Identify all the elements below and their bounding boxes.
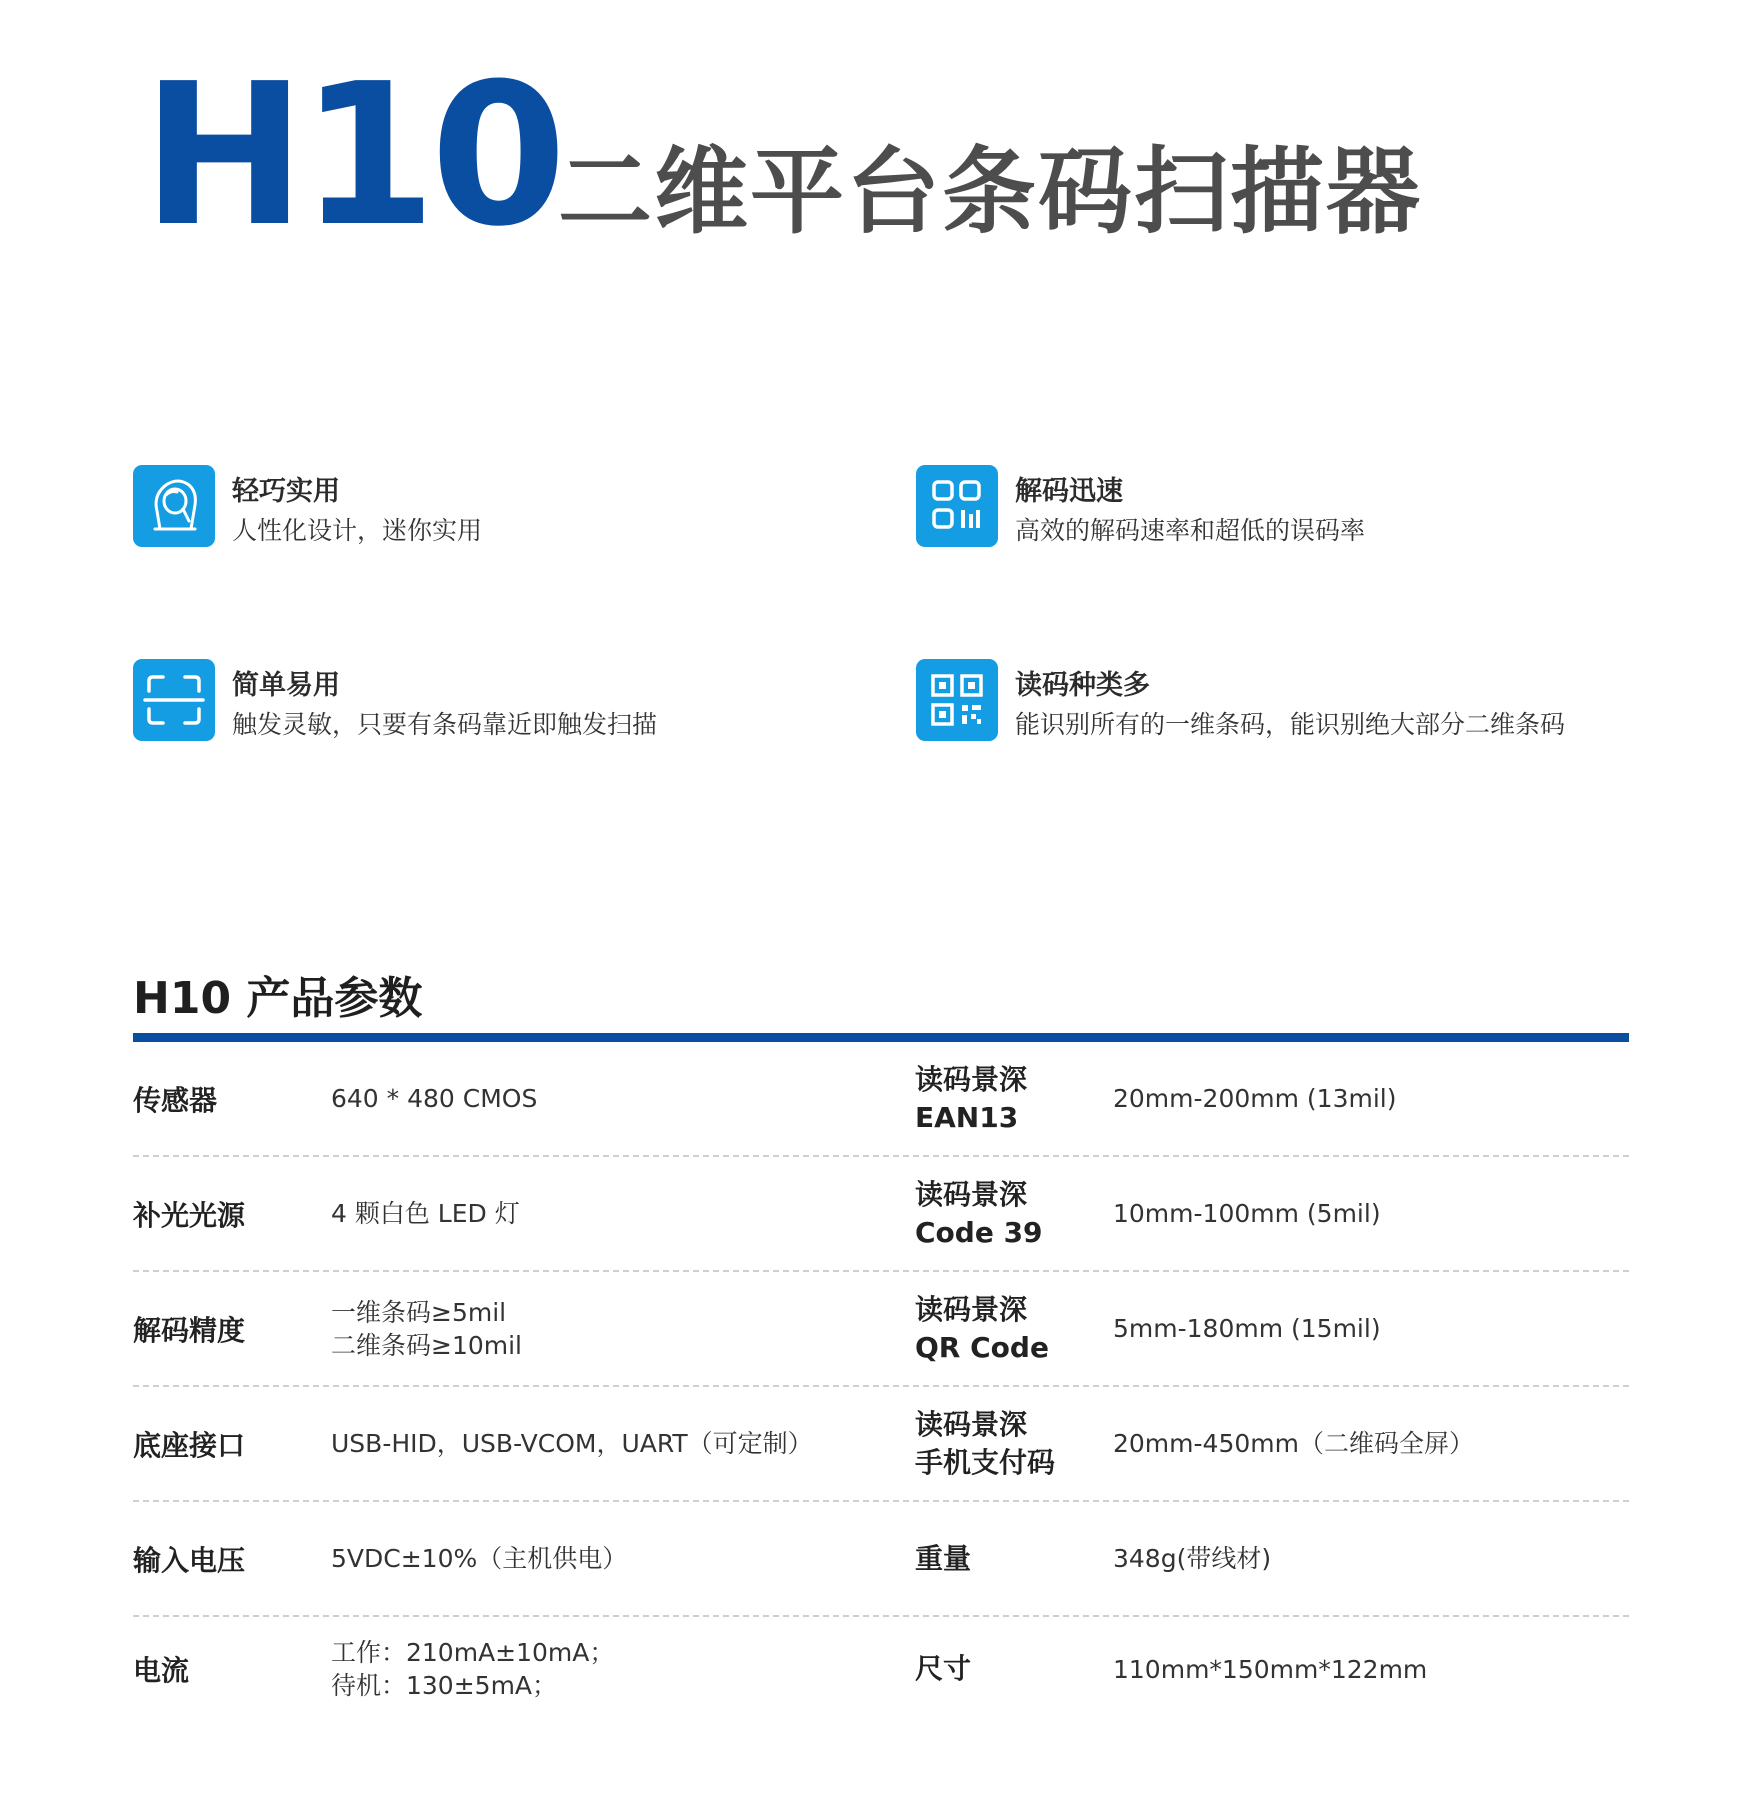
spec-value-line: 10mm-100mm (5mil) xyxy=(1113,1199,1381,1228)
code-decode-icon xyxy=(916,465,998,547)
feature-fast-decode xyxy=(916,465,1696,555)
spec-label-line: EAN13 xyxy=(915,1100,1019,1134)
spec-value-line: 5VDC±10%（主机供电） xyxy=(331,1544,628,1573)
product-name-title: 二维平台条码扫描器 xyxy=(558,138,1423,247)
feature-desc: 高效的解码速率和超低的误码率 xyxy=(1015,516,1366,545)
spec-value xyxy=(1113,1617,1629,1721)
spec-value-line: 待机：130±5mA； xyxy=(331,1671,558,1700)
spec-value xyxy=(331,1157,891,1270)
spec-value xyxy=(1113,1157,1629,1270)
spec-value-line: 二维条码≥10mil xyxy=(331,1330,523,1360)
spec-value xyxy=(1113,1502,1629,1615)
spec-label xyxy=(133,1272,323,1385)
spec-label xyxy=(133,1502,323,1615)
spec-row xyxy=(133,1387,1629,1502)
feature-easy-use xyxy=(133,659,913,749)
feature-multi-code xyxy=(916,659,1696,749)
spec-label xyxy=(915,1387,1105,1500)
spec-value xyxy=(331,1387,891,1500)
spec-heading: H10 产品参数 xyxy=(133,973,423,1024)
feature-title: 简单易用 xyxy=(232,670,340,701)
spec-divider xyxy=(133,1033,1629,1042)
spec-label-line: 读码景深 xyxy=(915,1407,1028,1441)
spec-value-line: 110mm*150mm*122mm xyxy=(1113,1654,1428,1684)
spec-table xyxy=(133,1042,1629,1721)
spec-row xyxy=(133,1157,1629,1272)
spec-label-text: 传感器 xyxy=(133,1083,218,1117)
spec-value xyxy=(1113,1272,1629,1385)
spec-value-line: 640 * 480 CMOS xyxy=(331,1084,538,1113)
spec-value-line: 20mm-450mm（二维码全屏） xyxy=(1113,1429,1474,1458)
spec-value xyxy=(1113,1387,1629,1500)
feature-desc: 能识别所有的一维条码，能识别绝大部分二维条码 xyxy=(1015,710,1566,739)
spec-label-text: 输入电压 xyxy=(133,1543,246,1577)
spec-value-line: 20mm-200mm (13mil) xyxy=(1113,1084,1397,1113)
spec-label xyxy=(133,1617,323,1721)
scan-frame-icon xyxy=(133,659,215,741)
spec-label xyxy=(133,1157,323,1270)
spec-label-line: 读码景深 xyxy=(915,1062,1028,1096)
spec-label-text: 补光光源 xyxy=(133,1198,246,1232)
feature-lightweight xyxy=(133,465,913,555)
spec-value-line: 工作：210mA±10mA； xyxy=(331,1638,615,1667)
spec-label-line: Code 39 xyxy=(915,1215,1043,1249)
spec-label xyxy=(915,1272,1105,1385)
spec-label-line: 尺寸 xyxy=(915,1652,972,1685)
feature-desc: 人性化设计，迷你实用 xyxy=(232,516,483,545)
feature-title: 轻巧实用 xyxy=(232,476,340,507)
spec-value xyxy=(1113,1042,1629,1155)
model-title: H10 xyxy=(142,42,561,270)
spec-value-line: 5mm-180mm (15mil) xyxy=(1113,1314,1381,1343)
feature-title: 读码种类多 xyxy=(1015,670,1150,701)
spec-label xyxy=(915,1157,1105,1270)
spec-label xyxy=(915,1617,1105,1721)
spec-row xyxy=(133,1042,1629,1157)
spec-value-line: 348g(带线材) xyxy=(1113,1544,1272,1573)
spec-label-text: 解码精度 xyxy=(133,1313,246,1347)
feature-title: 解码迅速 xyxy=(1015,476,1123,507)
spec-value-line: 一维条码≥5mil xyxy=(331,1297,507,1327)
spec-value-line: 4 颗白色 LED 灯 xyxy=(331,1199,520,1228)
spec-label-line: 手机支付码 xyxy=(915,1445,1056,1479)
spec-label-text: 电流 xyxy=(133,1654,190,1687)
spec-value xyxy=(331,1042,891,1155)
spec-value xyxy=(331,1272,891,1385)
qr-code-icon xyxy=(916,659,998,741)
spec-value xyxy=(331,1502,891,1615)
spec-label xyxy=(133,1387,323,1500)
spec-row xyxy=(133,1502,1629,1617)
spec-label-line: 重量 xyxy=(915,1541,972,1575)
feature-desc: 触发灵敏，只要有条码靠近即触发扫描 xyxy=(232,710,658,739)
spec-value xyxy=(331,1617,891,1721)
spec-label-line: 读码景深 xyxy=(915,1177,1028,1211)
spec-value-line: USB-HID，USB-VCOM，UART（可定制） xyxy=(331,1429,813,1458)
spec-label xyxy=(915,1502,1105,1615)
spec-row xyxy=(133,1617,1629,1721)
spec-label-line: QR Code xyxy=(915,1330,1049,1364)
spec-label xyxy=(133,1042,323,1155)
spec-label-text: 底座接口 xyxy=(133,1428,246,1462)
scanner-device-icon xyxy=(133,465,215,547)
spec-row xyxy=(133,1272,1629,1387)
spec-label-line: 读码景深 xyxy=(915,1292,1028,1326)
spec-label xyxy=(915,1042,1105,1155)
